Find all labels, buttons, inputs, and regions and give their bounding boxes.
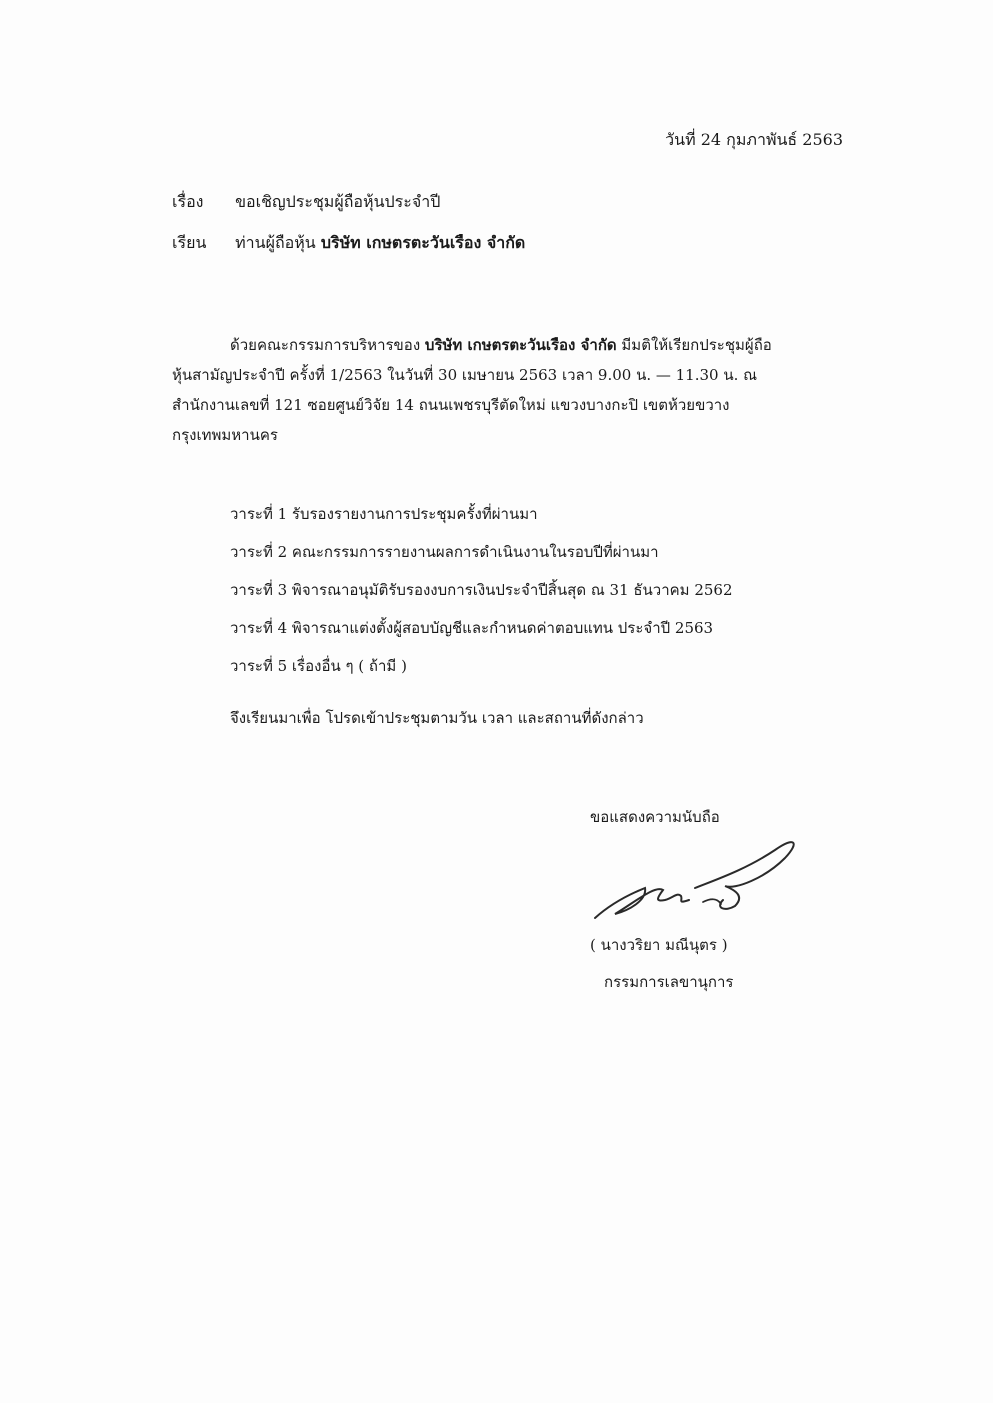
agenda-item-2: วาระที่ 2 คณะกรรมการรายงานผลการดำเนินงานในรอบปีที่ผ่านมา <box>230 543 659 561</box>
closing-sentence: จึงเรียนมาเพื่อ โปรดเข้าประชุมตามวัน เวลา และสถานที่ดังกล่าว <box>230 709 644 727</box>
letter-date: วันที่ 24 กุมภาพันธ์ 2563 <box>665 130 843 149</box>
body-line-1 <box>172 330 852 360</box>
agenda-item-5: วาระที่ 5 เรื่องอื่น ๆ ( ถ้ามี ) <box>230 657 407 675</box>
subject-row <box>172 190 440 215</box>
agenda-list <box>230 495 733 685</box>
body-line-1-prefix: ด้วยคณะกรรมการบริหารของ <box>230 336 421 354</box>
agenda-item-1: วาระที่ 1 รับรองรายงานการประชุมครั้งที่ผ่านมา <box>230 505 538 523</box>
recipient-company: บริษัท เกษตรตะวันเรือง จำกัด <box>320 233 526 252</box>
signer-title: กรรมการเลขานุการ <box>604 973 734 991</box>
regards-text: ขอแสดงความนับถือ <box>590 808 720 826</box>
recipient-row <box>172 231 525 256</box>
agenda-item-4: วาระที่ 4 พิจารณาแต่งตั้งผู้สอบบัญชีและกำหนดค่าตอบแทน ประจำปี 2563 <box>230 619 714 637</box>
recipient-prefix: ท่านผู้ถือหุ้น <box>235 233 316 252</box>
body-line-3: สำนักงานเลขที่ 121 ซอยศูนย์วิจัย 14 ถนนเพชรบุรีตัดใหม่ แขวงบางกะปิ เขตห้วยขวาง <box>172 396 730 414</box>
body-line-2: หุ้นสามัญประจำปี ครั้งที่ 1/2563 ในวันที่ 30 เมษายน 2563 เวลา 9.00 น. — 11.30 น. ณ <box>172 366 758 384</box>
body-company-name: บริษัท เกษตรตะวันเรือง จำกัด <box>424 336 617 354</box>
subject-label: เรื่อง <box>172 192 204 211</box>
signer-name: ( นางวริยา มณีนุตร ) <box>590 936 728 954</box>
handwritten-signature <box>585 830 805 930</box>
body-paragraph <box>172 330 852 450</box>
subject-text: ขอเชิญประชุมผู้ถือหุ้นประจำปี <box>235 192 441 211</box>
agenda-item-3: วาระที่ 3 พิจารณาอนุมัติรับรองงบการเงินประจำปีสิ้นสุด ณ 31 ธันวาคม 2562 <box>230 581 733 599</box>
recipient-label: เรียน <box>172 233 207 252</box>
body-line-4: กรุงเทพมหานคร <box>172 426 278 444</box>
body-line-1-suffix: มีมติให้เรียกประชุมผู้ถือ <box>621 336 772 354</box>
